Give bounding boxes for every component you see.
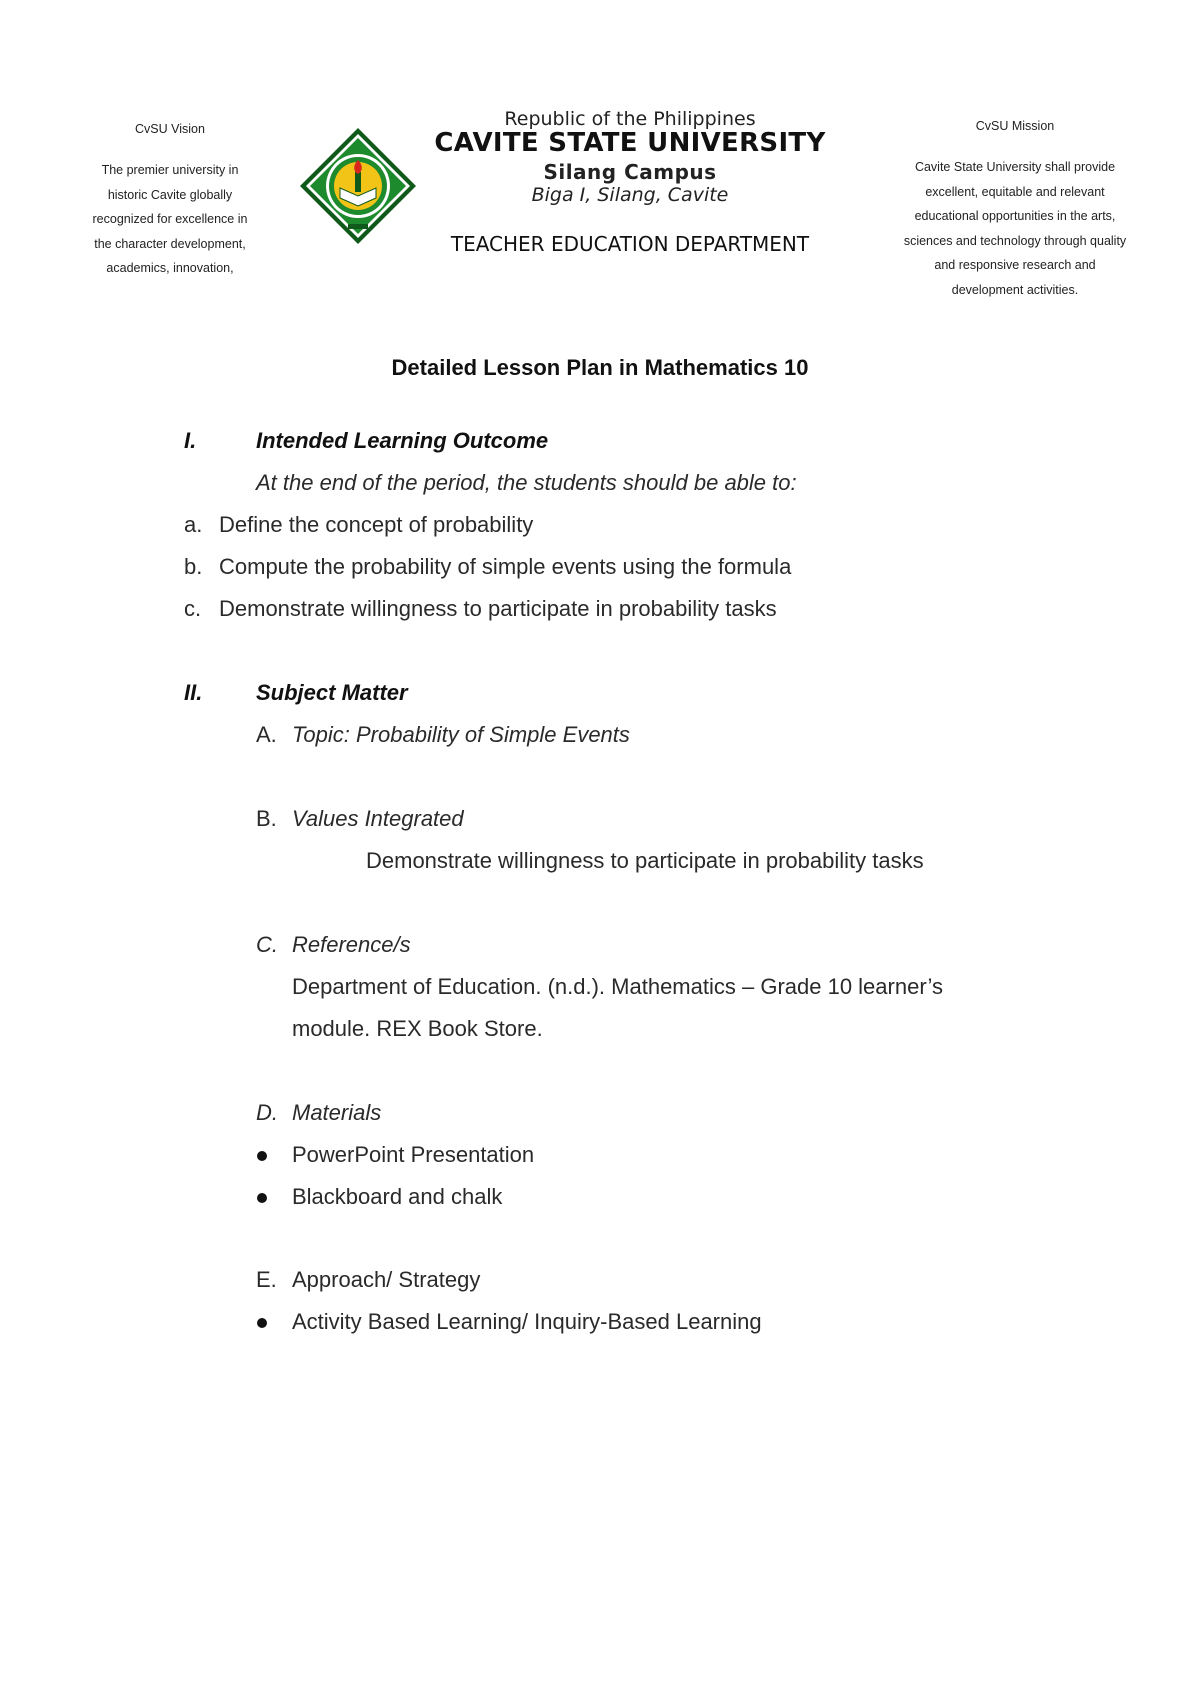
outcome-marker: c.: [184, 596, 202, 621]
section2-numeral: II.: [184, 680, 203, 705]
vision-block: [70, 122, 270, 281]
section1-numeral: I.: [184, 428, 197, 453]
values-marker: B.: [256, 806, 277, 831]
vision-title: CvSU Vision: [135, 122, 205, 136]
references-heading: Reference/s: [292, 932, 411, 957]
vision-text: [70, 158, 270, 281]
topic-text: Topic: Probability of Simple Events: [292, 722, 630, 747]
vision-line: historic Cavite globally: [107, 187, 233, 202]
materials-item: PowerPoint Presentation: [292, 1142, 535, 1167]
mission-line: development activities.: [951, 282, 1079, 297]
republic-heading: Republic of the Philippines: [504, 108, 756, 130]
mission-line: and responsive research and: [934, 258, 1096, 272]
outcome-marker: b.: [184, 554, 203, 579]
campus-name: Silang Campus: [543, 160, 717, 184]
mission-line: sciences and technology through quality: [903, 233, 1127, 248]
campus-address: Biga I, Silang, Cavite: [531, 184, 729, 206]
mission-line: educational opportunities in the arts,: [914, 209, 1116, 223]
topic-marker: A.: [256, 722, 277, 747]
vision-line: The premier university in: [101, 163, 239, 177]
materials-heading: Materials: [292, 1100, 382, 1125]
bullet-icon: [257, 1318, 267, 1328]
outcome-item: Compute the probability of simple events using the formula: [219, 554, 792, 579]
outcome-item: Demonstrate willingness to participate in probability tasks: [219, 596, 777, 621]
values-detail: Demonstrate willingness to participate in probability tasks: [366, 848, 924, 873]
outcome-marker: a.: [184, 512, 203, 537]
section1-intro: At the end of the period, the students should be able to:: [256, 470, 797, 495]
vision-line: the character development,: [94, 236, 246, 251]
approach-marker: E.: [256, 1267, 277, 1292]
references-marker: C.: [256, 932, 278, 957]
bullet-icon: [257, 1193, 267, 1203]
approach-item: Activity Based Learning/ Inquiry-Based Learning: [292, 1309, 762, 1334]
university-name: CAVITE STATE UNIVERSITY: [434, 128, 826, 158]
page-title: Detailed Lesson Plan in Mathematics 10: [391, 355, 809, 380]
outcome-item: Define the concept of probability: [219, 512, 534, 537]
approach-heading: Approach/ Strategy: [292, 1267, 481, 1292]
materials-marker: D.: [256, 1100, 278, 1125]
mission-line: excellent, equitable and relevant: [925, 184, 1105, 199]
bullet-icon: [257, 1151, 267, 1161]
reference-line: Department of Education. (n.d.). Mathematics – Grade 10 learner’s: [292, 974, 943, 999]
materials-item: Blackboard and chalk: [292, 1184, 503, 1209]
section2-heading: Subject Matter: [256, 680, 408, 705]
section1-heading: Intended Learning Outcome: [256, 428, 549, 453]
values-heading: Values Integrated: [292, 806, 464, 831]
mission-line: Cavite State University shall provide: [914, 160, 1116, 174]
reference-line: module. REX Book Store.: [292, 1016, 543, 1041]
vision-line: recognized for excellence in: [92, 212, 248, 226]
mission-title: CvSU Mission: [975, 119, 1055, 133]
vision-line: academics, innovation,: [106, 261, 234, 275]
department-name: TEACHER EDUCATION DEPARTMENT: [450, 232, 810, 256]
